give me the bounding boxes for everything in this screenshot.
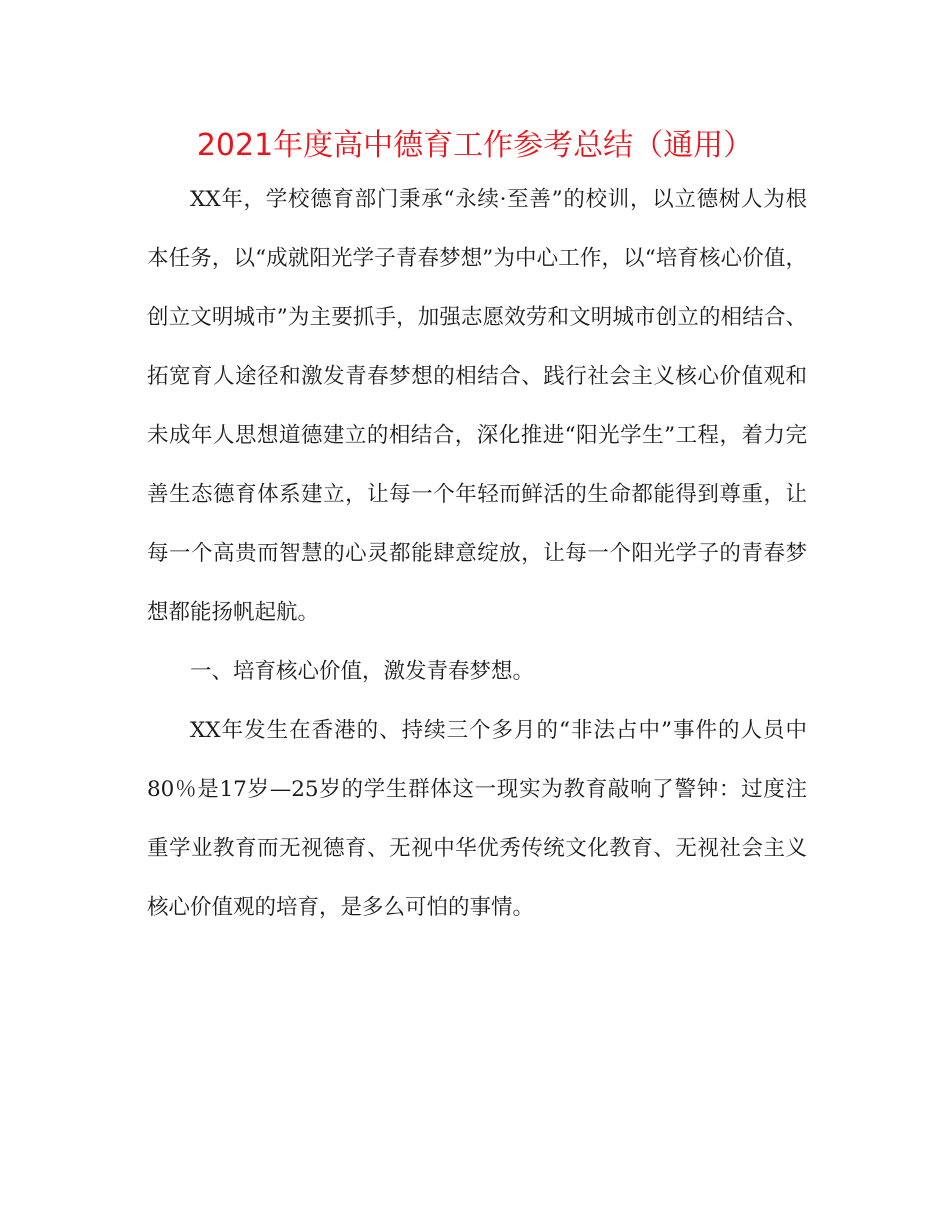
document-body: [147, 170, 807, 937]
document-title: 2021年度高中德育工作参考总结（通用）: [196, 128, 754, 163]
paragraph-intro: XX年，学校德育部门秉承“永续·至善”的校训，以立德树人为根本任务，以“成就阳光学子青春梦想”为中心工作，以“培育核心价值，创立文明城市”为主要抓手，加强志愿效劳和文明城市创立的相结合、拓宽育人途径和激发青春梦想的相结合、践行社会主义核心价值观和未成年人思想道德建立的相结合，深化推进“阳光学生”工程，着力完善生态德育体系建立，让每一个年轻而鲜活的生命都能得到尊重，让每一个高贵而智慧的心灵都能肆意绽放，让每一个阳光学子的青春梦想都能扬帆起航。: [147, 187, 807, 625]
section-heading-1: 一、培育核心价值，激发青春梦想。: [190, 659, 535, 684]
paragraph-section-1: XX年发生在香港的、持续三个多月的“非法占中”事件的人员中80％是17岁—25岁的学生群体这一现实为教育敲响了警钟：过度注重学业教育而无视德育、无视中华优秀传统文化教育、无视社会主义核心价值观的培育，是多么可怕的事情。: [147, 718, 807, 920]
